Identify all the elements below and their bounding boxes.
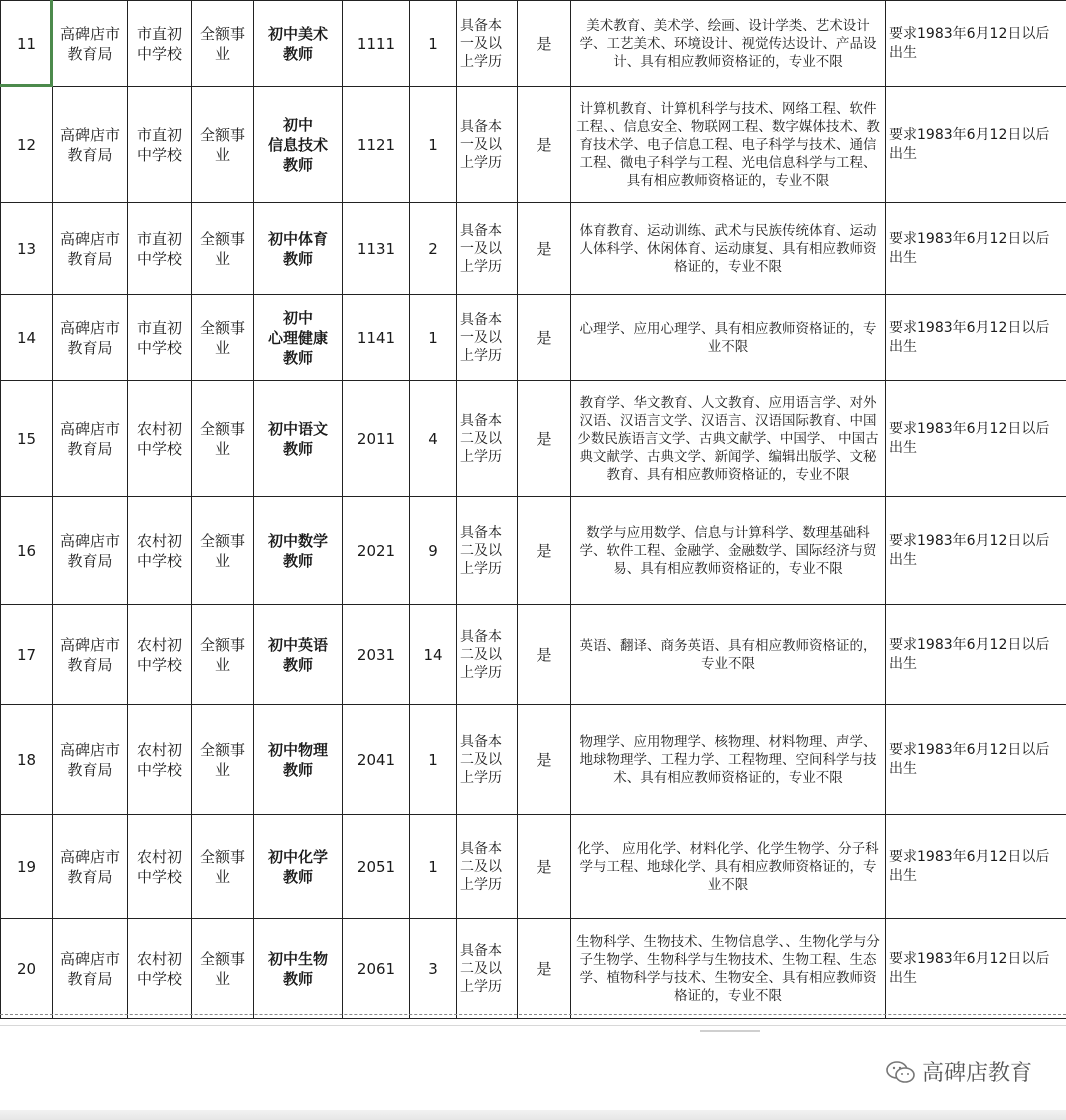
funding-type-cell: 全额事业: [192, 381, 254, 497]
row-number: 11: [1, 1, 53, 87]
department-cell: 高碑店市教育局: [53, 497, 128, 605]
funding-type-cell: 全额事业: [192, 295, 254, 381]
headcount-cell: 2: [410, 203, 457, 295]
position-cell: [254, 497, 343, 605]
unit-cell: 农村初中学校: [128, 815, 192, 919]
other-requirements-cell: 要求1983年6月12日以后出生: [886, 87, 1066, 203]
table-row: [1, 381, 1066, 497]
divider: [0, 1025, 1066, 1026]
other-requirements-cell: 要求1983年6月12日以后出生: [886, 295, 1066, 381]
other-requirements-cell: 要求1983年6月12日以后出生: [886, 815, 1066, 919]
position-cell: [254, 381, 343, 497]
selection-edge: [0, 84, 53, 87]
department-cell: 高碑店市教育局: [53, 705, 128, 815]
department-cell: 高碑店市教育局: [53, 381, 128, 497]
degree-cell: 是: [518, 497, 571, 605]
table-row: [1, 295, 1066, 381]
page-break-line: [0, 1014, 1066, 1015]
funding-type-cell: 全额事业: [192, 87, 254, 203]
position-label: 初中美术 教师: [267, 24, 328, 63]
degree-cell: 是: [518, 87, 571, 203]
row-number: 17: [1, 605, 53, 705]
headcount-cell: 1: [410, 87, 457, 203]
education-cell: 具备本一及以上学历: [457, 295, 518, 381]
degree-cell: 是: [518, 705, 571, 815]
department-cell: 高碑店市教育局: [53, 87, 128, 203]
position-label: 初中化学 教师: [267, 847, 328, 886]
department-cell: 高碑店市教育局: [53, 203, 128, 295]
row-number: 20: [1, 919, 53, 1019]
major-cell: 教育学、华文教育、人文教育、应用语言学、对外汉语、汉语言文学、汉语言、汉语国际教育、中国少数民族语言文学、古典文献学、中国学、 中国古典文献学、古典文学、新闻学、编辑出版学、文秘教育、具有相应教师资格证的，专业不限: [571, 381, 886, 497]
unit-cell: 市直初中学校: [128, 203, 192, 295]
page-bottom-edge: [0, 1110, 1066, 1120]
major-cell: 化学、 应用化学、材料化学、化学生物学、分子科学与工程、地球化学、具有相应教师资格证的，专业不限: [571, 815, 886, 919]
degree-cell: 是: [518, 1, 571, 87]
other-requirements-cell: 要求1983年6月12日以后出生: [886, 1, 1066, 87]
position-label: 初中英语 教师: [267, 635, 328, 674]
unit-cell: 市直初中学校: [128, 87, 192, 203]
other-requirements-cell: 要求1983年6月12日以后出生: [886, 381, 1066, 497]
watermark: [886, 1056, 1032, 1087]
position-code-cell: 1141: [343, 295, 410, 381]
table-row: [1, 87, 1066, 203]
position-code-cell: 2021: [343, 497, 410, 605]
unit-cell: 市直初中学校: [128, 1, 192, 87]
position-label: 初中生物 教师: [267, 949, 328, 988]
education-cell: 具备本一及以上学历: [457, 1, 518, 87]
degree-cell: 是: [518, 203, 571, 295]
funding-type-cell: 全额事业: [192, 1, 254, 87]
headcount-cell: 1: [410, 705, 457, 815]
position-code-cell: 2051: [343, 815, 410, 919]
department-cell: 高碑店市教育局: [53, 1, 128, 87]
major-cell: 生物科学、生物技术、生物信息学、、生物化学与分子生物学、生物科学与生物技术、生物工程、生态学、植物科学与技术、生物安全、具有相应教师资格证的，专业不限: [571, 919, 886, 1019]
position-cell: [254, 815, 343, 919]
table-row: [1, 815, 1066, 919]
table-row: [1, 919, 1066, 1019]
degree-cell: 是: [518, 919, 571, 1019]
unit-cell: 农村初中学校: [128, 705, 192, 815]
department-cell: 高碑店市教育局: [53, 295, 128, 381]
headcount-cell: 1: [410, 295, 457, 381]
position-cell: [254, 295, 343, 381]
position-label: 初中语文 教师: [267, 419, 328, 458]
other-requirements-cell: 要求1983年6月12日以后出生: [886, 919, 1066, 1019]
selection-edge: [50, 0, 53, 86]
education-cell: 具备本一及以上学历: [457, 203, 518, 295]
divider: [700, 1030, 760, 1032]
wechat-icon: [886, 1060, 916, 1084]
row-number: 19: [1, 815, 53, 919]
position-cell: [254, 919, 343, 1019]
headcount-cell: 3: [410, 919, 457, 1019]
row-number: 16: [1, 497, 53, 605]
major-cell: 英语、翻译、商务英语、具有相应教师资格证的，专业不限: [571, 605, 886, 705]
unit-cell: 农村初中学校: [128, 381, 192, 497]
other-requirements-cell: 要求1983年6月12日以后出生: [886, 497, 1066, 605]
position-code-cell: 2011: [343, 381, 410, 497]
other-requirements-cell: 要求1983年6月12日以后出生: [886, 605, 1066, 705]
unit-cell: 农村初中学校: [128, 497, 192, 605]
funding-type-cell: 全额事业: [192, 497, 254, 605]
position-code-cell: 2041: [343, 705, 410, 815]
position-cell: [254, 203, 343, 295]
other-requirements-cell: 要求1983年6月12日以后出生: [886, 203, 1066, 295]
position-cell: [254, 87, 343, 203]
watermark-text: 高碑店教育: [921, 1061, 1032, 1086]
row-number: 14: [1, 295, 53, 381]
education-cell: 具备本二及以上学历: [457, 497, 518, 605]
position-code-cell: 2031: [343, 605, 410, 705]
row-number: 13: [1, 203, 53, 295]
degree-cell: 是: [518, 381, 571, 497]
row-number: 18: [1, 705, 53, 815]
degree-cell: 是: [518, 605, 571, 705]
education-cell: 具备本二及以上学历: [457, 605, 518, 705]
position-label: 初中数学 教师: [267, 531, 328, 570]
table-row: [1, 1, 1066, 87]
funding-type-cell: 全额事业: [192, 815, 254, 919]
position-label: 初中体育 教师: [267, 229, 328, 268]
position-cell: [254, 1, 343, 87]
funding-type-cell: 全额事业: [192, 605, 254, 705]
major-cell: 计算机教育、计算机科学与技术、网络工程、软件工程、、信息安全、物联网工程、数字媒体技术、教育技术学、电子信息工程、电子科学与技术、通信工程、微电子科学与工程、光电信息科学与工程、具有相应教师资格证的，专业不限: [571, 87, 886, 203]
table-row: [1, 203, 1066, 295]
education-cell: 具备本一及以上学历: [457, 87, 518, 203]
funding-type-cell: 全额事业: [192, 919, 254, 1019]
position-label: 初中物理 教师: [267, 740, 328, 779]
department-cell: 高碑店市教育局: [53, 605, 128, 705]
major-cell: 心理学、应用心理学、具有相应教师资格证的，专业不限: [571, 295, 886, 381]
unit-cell: 农村初中学校: [128, 605, 192, 705]
unit-cell: 市直初中学校: [128, 295, 192, 381]
other-requirements-cell: 要求1983年6月12日以后出生: [886, 705, 1066, 815]
headcount-cell: 4: [410, 381, 457, 497]
major-cell: 美术教育、美术学、绘画、设计学类、艺术设计学、工艺美术、环境设计、视觉传达设计、产品设计、具有相应教师资格证的，专业不限: [571, 1, 886, 87]
position-label: 初中 心理健康 教师: [267, 308, 328, 367]
education-cell: 具备本二及以上学历: [457, 705, 518, 815]
headcount-cell: 1: [410, 815, 457, 919]
position-cell: [254, 605, 343, 705]
row-number: 12: [1, 87, 53, 203]
table-row: [1, 605, 1066, 705]
headcount-cell: 9: [410, 497, 457, 605]
row-number: 15: [1, 381, 53, 497]
degree-cell: 是: [518, 815, 571, 919]
position-code-cell: 1111: [343, 1, 410, 87]
position-code-cell: 2061: [343, 919, 410, 1019]
education-cell: 具备本二及以上学历: [457, 919, 518, 1019]
major-cell: 数学与应用数学、信息与计算科学、数理基础科学、软件工程、金融学、金融数学、国际经济与贸易、具有相应教师资格证的，专业不限: [571, 497, 886, 605]
major-cell: 体育教育、运动训练、武术与民族传统体育、运动人体科学、休闲体育、运动康复、具有相应教师资格证的，专业不限: [571, 203, 886, 295]
position-cell: [254, 705, 343, 815]
education-cell: 具备本二及以上学历: [457, 815, 518, 919]
position-code-cell: 1121: [343, 87, 410, 203]
headcount-cell: 1: [410, 1, 457, 87]
position-label: 初中 信息技术 教师: [267, 115, 328, 174]
department-cell: 高碑店市教育局: [53, 919, 128, 1019]
department-cell: 高碑店市教育局: [53, 815, 128, 919]
position-code-cell: 1131: [343, 203, 410, 295]
funding-type-cell: 全额事业: [192, 203, 254, 295]
headcount-cell: 14: [410, 605, 457, 705]
funding-type-cell: 全额事业: [192, 705, 254, 815]
table-row: [1, 497, 1066, 605]
degree-cell: 是: [518, 295, 571, 381]
unit-cell: 农村初中学校: [128, 919, 192, 1019]
table-row: [1, 705, 1066, 815]
major-cell: 物理学、应用物理学、核物理、材料物理、声学、地球物理学、工程力学、工程物理、空间科学与技术、具有相应教师资格证的，专业不限: [571, 705, 886, 815]
education-cell: 具备本二及以上学历: [457, 381, 518, 497]
